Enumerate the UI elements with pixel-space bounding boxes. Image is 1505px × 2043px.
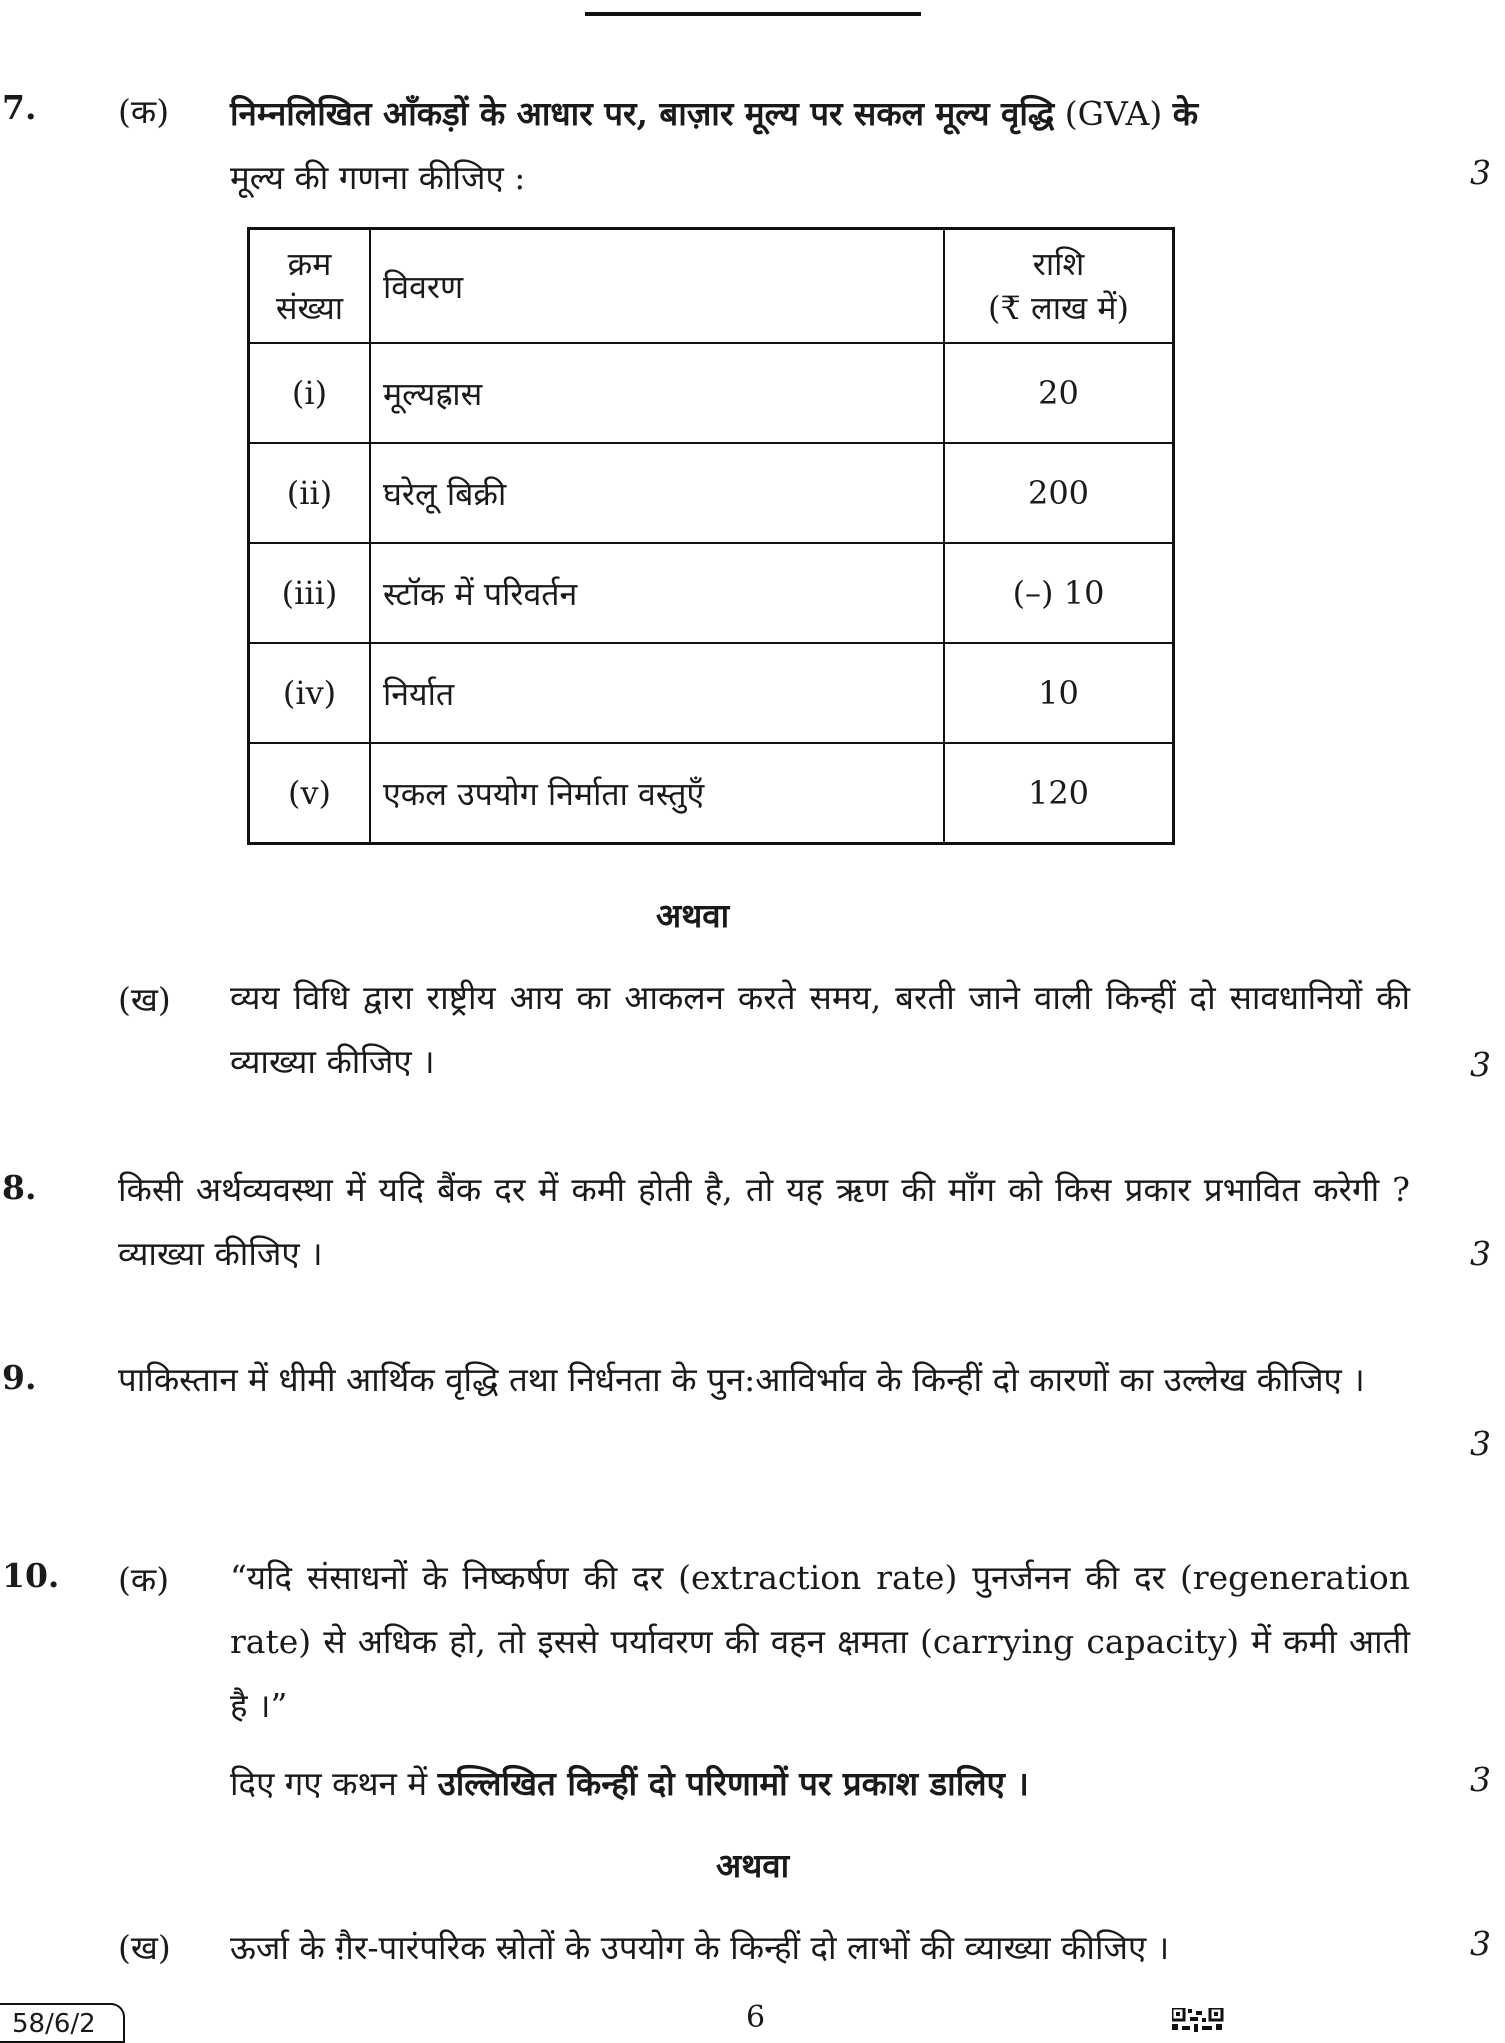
q10-b-marks: 3: [1470, 1924, 1491, 1963]
table-header-row: [249, 229, 1174, 344]
cell-item: मूल्यह्रास: [370, 343, 944, 443]
cell-item: एकल उपयोग निर्माता वस्तुएँ: [370, 743, 944, 844]
q10-b-label: (ख): [118, 1928, 171, 1967]
q10-b-text: ऊर्जा के ग़ैर-पारंपरिक स्रोतों के उपयोग के किन्हीं दो लाभों की व्याख्या कीजिए ।: [230, 1928, 1170, 1967]
paper-code: 58/6/2: [0, 2003, 125, 2043]
cell-sno: (i): [249, 343, 371, 443]
cell-item: घरेलू बिक्री: [370, 443, 944, 543]
cell-item: निर्यात: [370, 643, 944, 743]
q7-a-line1: निम्नलिखित आँकड़ों के आधार पर, बाज़ार मूल्य पर सकल मूल्य वृद्धि: [230, 94, 1055, 133]
q7-b-label: (ख): [118, 980, 171, 1019]
cell-amount: 120: [944, 743, 1174, 844]
q8-marks: 3: [1470, 1234, 1491, 1273]
cell-item: स्टॉक में परिवर्तन: [370, 543, 944, 643]
page-number: 6: [746, 2000, 766, 2035]
q7-a-question: [230, 82, 1410, 210]
top-rule: [585, 12, 921, 16]
q8-number: 8.: [2, 1168, 37, 1207]
q10-a-instruction-start: दिए गए कथन में: [230, 1764, 428, 1803]
q10-a-instruction-bold: उल्लिखित किन्हीं दो परिणामों पर प्रकाश डालिए ।: [437, 1764, 1029, 1803]
cell-amount: 20: [944, 343, 1174, 443]
q9-text: पाकिस्तान में धीमी आर्थिक वृद्धि तथा निर्धनता के पुन:आविर्भाव के किन्हीं दो कारणों का उल्लेख कीजिए ।: [118, 1360, 1365, 1399]
table-row: [249, 643, 1174, 743]
cell-sno: (v): [249, 743, 371, 844]
cell-sno: (iv): [249, 643, 371, 743]
q10-a-marks: 3: [1470, 1760, 1491, 1799]
table-row: [249, 343, 1174, 443]
q10-number: 10.: [2, 1556, 60, 1595]
cell-amount: 200: [944, 443, 1174, 543]
q7-number: 7.: [2, 88, 37, 127]
header-sno: क्रम संख्या: [249, 229, 371, 344]
q10-a-quote: “यदि संसाधनों के निष्कर्षण की दर (extraction rate) पुनर्जनन की दर (regeneration rate) से अधिक हो, तो इससे पर्यावरण की वहन क्षमता (carrying capacity) में कमी आती है ।”: [230, 1558, 1410, 1725]
q7-a-marks: 3: [1470, 153, 1491, 192]
table-row: [249, 743, 1174, 844]
cell-sno: (ii): [249, 443, 371, 543]
q8-text: किसी अर्थव्यवस्था में यदि बैंक दर में कमी होती है, तो यह ऋण की माँग को किस प्रकार प्रभावित करेगी ? व्याख्या कीजिए ।: [118, 1170, 1410, 1273]
table-row: [249, 543, 1174, 643]
q7-b-text: व्यय विधि द्वारा राष्ट्रीय आय का आकलन करते समय, बरती जाने वाली किन्हीं दो सावधानियों की व्याख्या कीजिए ।: [230, 978, 1410, 1081]
cell-amount: 10: [944, 643, 1174, 743]
cell-sno: (iii): [249, 543, 371, 643]
q7-or: अथवा: [656, 896, 730, 935]
header-item: विवरण: [370, 229, 944, 344]
q7-a-label: (क): [118, 92, 170, 131]
q7-a-line2: मूल्य की गणना कीजिए :: [230, 158, 526, 197]
q7-b-marks: 3: [1470, 1045, 1491, 1084]
q7-data-table: [247, 227, 1175, 845]
q10-a-instruction: [230, 1752, 1410, 1816]
q10-or: अथवा: [716, 1846, 790, 1885]
q9-marks: 3: [1470, 1424, 1491, 1463]
q9-number: 9.: [2, 1358, 37, 1397]
q7-a-gva: (GVA): [1064, 94, 1163, 133]
header-amount: राशि (₹ लाख में): [944, 229, 1174, 344]
table-row: [249, 443, 1174, 543]
q10-a-label: (क): [118, 1560, 170, 1599]
qr-code-icon: [1172, 2008, 1224, 2034]
q7-a-line1-end: के: [1172, 94, 1199, 133]
cell-amount: (–) 10: [944, 543, 1174, 643]
